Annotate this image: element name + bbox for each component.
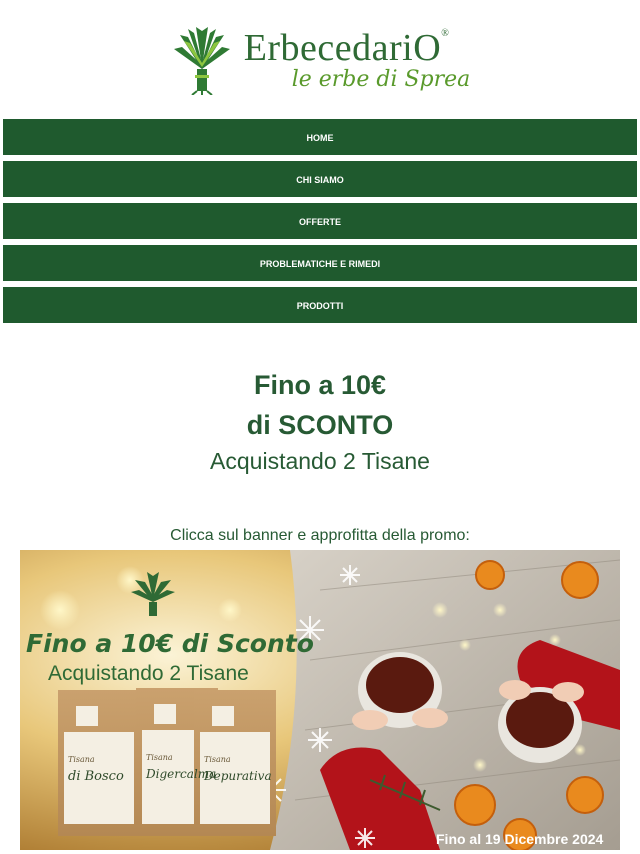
brand-name: ErbecedariO®	[243, 26, 450, 69]
product-1-line2: di Bosco	[68, 769, 124, 784]
product-3-line1: Tisana	[204, 755, 231, 764]
banner-deadline: Fino al 19 Dicembre 2024	[436, 831, 604, 847]
nav-item-problematiche-rimedi[interactable]: PROBLEMATICHE E RIMEDI	[3, 245, 637, 281]
product-1-line1: Tisana	[68, 755, 95, 764]
header	[0, 0, 640, 119]
herb-bundle-icon	[170, 25, 234, 95]
banner-headline: Fino a 10€ di Sconto	[26, 629, 314, 658]
hero-title-line1: Fino a 10€	[253, 370, 387, 400]
nav-item-prodotti[interactable]: PRODOTTI	[3, 287, 637, 323]
logo[interactable]	[170, 25, 471, 95]
hero	[0, 365, 640, 477]
registered-mark: ®	[441, 27, 450, 39]
banner-subheadline: Acquistando 2 Tisane	[48, 662, 249, 685]
hero-subtitle: Acquistando 2 Tisane	[210, 448, 430, 474]
nav-item-chi-siamo[interactable]: CHI SIAMO	[3, 161, 637, 197]
promo-banner-image	[20, 550, 620, 850]
brand-tagline: le erbe di Sprea	[291, 66, 471, 92]
cta-text: Clicca sul banner e approfitta della promo:	[170, 527, 470, 544]
nav-item-home[interactable]: HOME	[3, 119, 637, 155]
product-2-line2: Digercalma	[146, 767, 217, 781]
promo-banner[interactable]	[20, 550, 620, 850]
hero-title-line2: di SCONTO	[246, 410, 394, 440]
logo-text	[243, 26, 471, 92]
main-nav	[0, 119, 640, 323]
product-3-line2: Depurativa	[204, 769, 272, 783]
product-2-line1: Tisana	[146, 753, 173, 762]
nav-item-offerte[interactable]: OFFERTE	[3, 203, 637, 239]
